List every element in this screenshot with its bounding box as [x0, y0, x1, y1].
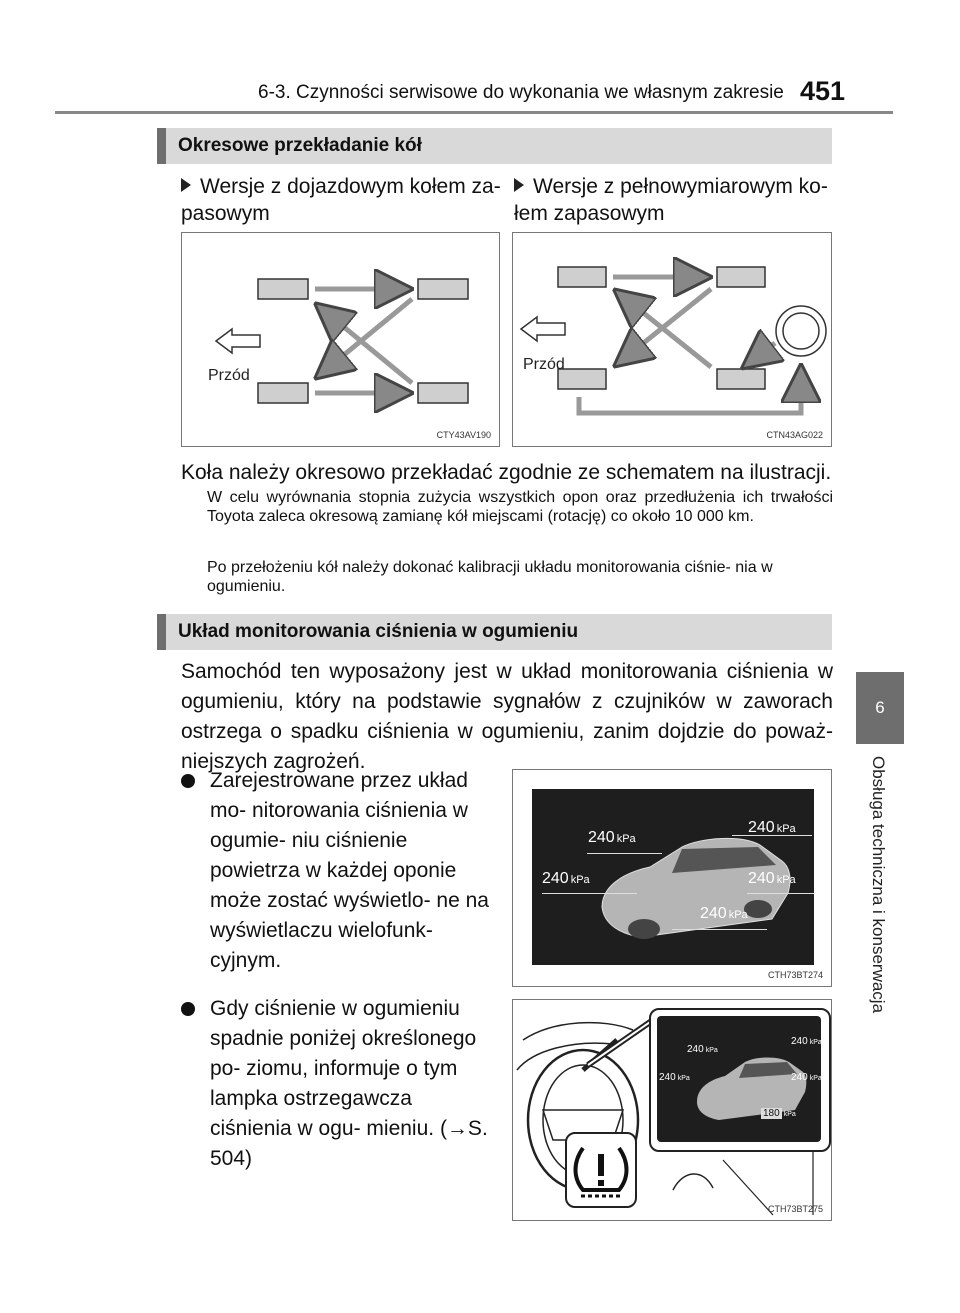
- triangle-bullet-icon: [181, 178, 191, 192]
- tpms-bullet-2-text: Gdy ciśnienie w ogumieniu spadnie poniżej określonego po- ziomu, informuje o tym lampka ostrzegawcza ciśnienia w ogu- mieniu. (→S. 504): [210, 997, 488, 1170]
- chapter-tab: 6: [856, 672, 904, 744]
- tire-pressure-front-right: 240 kPa: [748, 819, 796, 836]
- wheel-front-left: [558, 267, 606, 287]
- chapter-label: Obsługa techniczna i konserwacja: [869, 756, 888, 1014]
- tpms-bullet-2: [181, 994, 491, 1174]
- tire-pressure-spare: 240 kPa: [700, 905, 748, 922]
- header-rule: [55, 111, 893, 114]
- rotation-lead-text: Koła należy okresowo przekładać zgodnie ze schematem na ilustracji.: [181, 461, 832, 484]
- multi-info-display-small: [657, 1016, 821, 1142]
- multi-info-display: [532, 789, 814, 965]
- bullet-dot-icon: [181, 774, 195, 788]
- tpms-bullet-1-text: Zarejestrowane przez układ mo- nitorowania ciśnienia w ogumie- niu ciśnienie powietrza w każdej oponie może zostać wyświetlo- ne na wyświetlaczu wielofunk- cyjnym.: [210, 769, 489, 972]
- bullet-dot-icon: [181, 1002, 195, 1016]
- wheel-rear-right: [418, 383, 468, 403]
- tire-pressure-front-left: 240 kPa: [588, 829, 636, 846]
- front-arrow-icon: [521, 317, 565, 341]
- rotation-note-2: Po przełożeniu kół należy dokonać kalibracji układu monitorowania ciśnie- nia w ogumieniu.: [207, 559, 773, 595]
- tire-pressure-rear-right: 240 kPa: [791, 1072, 822, 1083]
- tire-pressure-low: 180 kPa: [763, 1108, 796, 1119]
- wheel-front-right: [717, 267, 765, 287]
- figure-code: CTY43AV190: [436, 430, 491, 440]
- tire-pressure-rear-right: 240 kPa: [748, 870, 796, 887]
- figure-code: CTN43AG022: [766, 430, 823, 440]
- tpms-warning-light: [565, 1132, 637, 1208]
- left-variant-title: Wersje z dojazdowym kołem za- pasowym: [181, 175, 501, 225]
- section-heading-tpms: Układ monitorowania ciśnienia w ogumieniu: [157, 614, 832, 650]
- display-callout: [649, 1008, 831, 1152]
- tire-pressure-rear-left: 240 kPa: [659, 1072, 690, 1083]
- rotation-diagram-left-svg: [182, 233, 499, 446]
- tpms-display-figure: [512, 769, 832, 987]
- tire-pressure-warning-icon: [567, 1134, 635, 1206]
- wheel-front-right: [418, 279, 468, 299]
- page-number: 451: [800, 76, 846, 106]
- running-header-title: 6-3. Czynności serwisowe do wykonania we własnym zakresie: [258, 82, 784, 103]
- tpms-warning-figure: [512, 999, 832, 1221]
- figure-code: CTH73BT274: [767, 970, 823, 980]
- section-heading-rotation: Okresowe przekładanie kół: [157, 128, 832, 164]
- tpms-bullet-1: [181, 766, 491, 976]
- tire-pressure-front-left: 240 kPa: [687, 1044, 718, 1055]
- triangle-bullet-icon: [514, 178, 524, 192]
- rotation-diagram-compact-spare: [181, 232, 500, 447]
- tpms-intro: Samochód ten wyposażony jest w układ monitorowania ciśnienia w ogumieniu, który na podstawie sygnałów z czujników w zaworach ostrzega o spadku ciśnienia w ogumieniu, zanim dojdzie do poważ- niejszych zagrożeń.: [181, 660, 833, 773]
- rotation-diagram-right-svg: [513, 233, 831, 446]
- tire-pressure-front-right: 240 kPa: [791, 1036, 822, 1047]
- figure-code: CTH73BT275: [767, 1204, 823, 1214]
- front-label: Przód: [208, 367, 250, 384]
- rotation-diagram-full-spare: [512, 232, 832, 447]
- wheel-rear-left: [258, 383, 308, 403]
- wheel-front-left: [258, 279, 308, 299]
- right-variant-title: Wersje z pełnowymiarowym ko- łem zapasowym: [514, 175, 828, 225]
- front-label: Przód: [523, 356, 565, 373]
- front-arrow-icon: [216, 329, 260, 353]
- tire-pressure-rear-left: 240 kPa: [542, 870, 590, 887]
- wheel-rear-left: [558, 369, 606, 389]
- rotation-note-1: W celu wyrównania stopnia zużycia wszystkich opon oraz przedłużenia ich trwałości Toyota zaleca okresową zamianę kół miejscami (rotację) co około 10 000 km.: [207, 489, 833, 525]
- wheel-rear-right: [717, 369, 765, 389]
